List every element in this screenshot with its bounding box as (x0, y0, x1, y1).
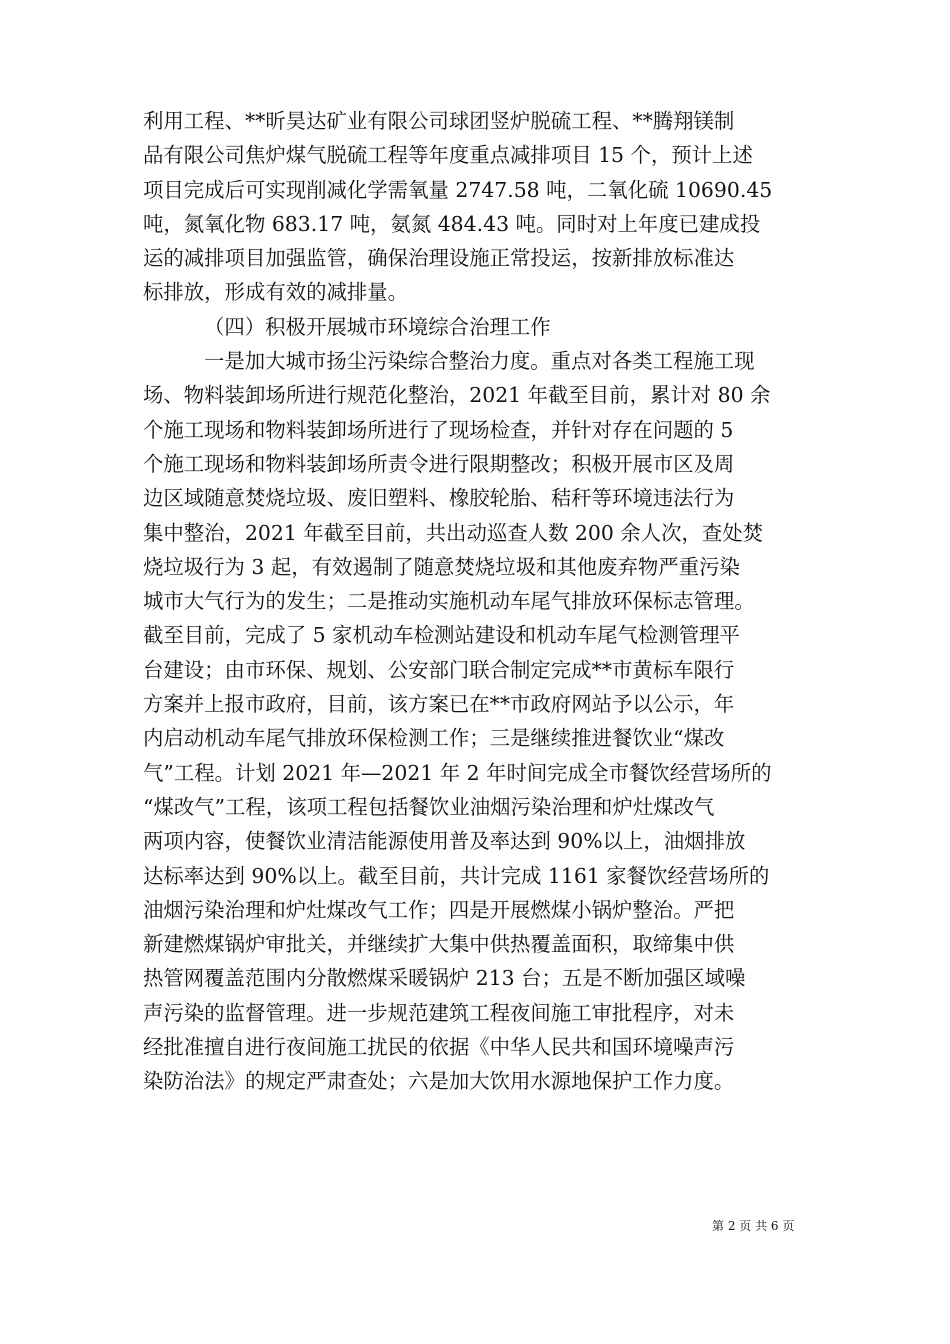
text-line: 方案并上报市政府，目前，该方案已在**市政府网站予以公示，年 (143, 692, 735, 717)
text-line: 两项内容，使餐饮业清洁能源使用普及率达到 90%以上，油烟排放 (143, 829, 746, 854)
text-line: 声污染的监督管理。进一步规范建筑工程夜间施工审批程序，对未 (143, 1000, 735, 1025)
body-text (143, 104, 808, 1099)
text-line: 品有限公司焦炉煤气脱硫工程等年度重点减排项目 15 个，预计上述 (143, 143, 753, 168)
text-line: 达标率达到 90%以上。截至目前，共计完成 1161 家餐饮经营场所的 (143, 863, 770, 888)
text-line: 城市大气行为的发生；二是推动实施机动车尾气排放环保标志管理。 (143, 589, 755, 614)
text-line: 油烟污染治理和炉灶煤改气工作；四是开展燃煤小锅炉整治。严把 (143, 897, 735, 922)
text-line: 染防治法》的规定严肃查处；六是加大饮用水源地保护工作力度。 (143, 1069, 735, 1094)
text-line: 运的减排项目加强监管，确保治理设施正常投运，按新排放标准达 (143, 246, 735, 271)
text-line: 截至目前，完成了 5 家机动车检测站建设和机动车尾气检测管理平 (143, 623, 740, 648)
text-line: 边区域随意焚烧垃圾、废旧塑料、橡胶轮胎、秸秆等环境违法行为 (143, 486, 735, 511)
text-line: 气”工程。计划 2021 年—2021 年 2 年时间完成全市餐饮经营场所的 (143, 760, 772, 785)
page-number: 第 2 页 共 6 页 (712, 1219, 795, 1233)
text-line: 场、物料装卸场所进行规范化整治，2021 年截至目前，累计对 80 余 (143, 383, 771, 408)
text-line: 个施工现场和物料装卸场所进行了现场检查，并针对存在问题的 5 (143, 417, 734, 442)
text-line: 烧垃圾行为 3 起，有效遏制了随意焚烧垃圾和其他废弃物严重污染 (143, 554, 740, 579)
paragraph-first-line: 一是加大城市扬尘污染综合整治力度。重点对各类工程施工现 (204, 349, 755, 374)
text-line: 内启动机动车尾气排放环保检测工作；三是继续推进餐饮业“煤改 (143, 726, 725, 751)
text-line: “煤改气”工程，该项工程包括餐饮业油烟污染治理和炉灶煤改气 (143, 794, 715, 819)
text-line: 经批准擅自进行夜间施工扰民的依据《中华人民共和国环境噪声污 (143, 1035, 735, 1060)
text-line: 标排放，形成有效的减排量。 (143, 280, 409, 305)
text-line: 吨，氮氧化物 683.17 吨，氨氮 484.43 吨。同时对上年度已建成投 (143, 211, 761, 236)
text-line: 项目完成后可实现削减化学需氧量 2747.58 吨，二氧化硫 10690.45 (143, 177, 773, 202)
text-line: 热管网覆盖范围内分散燃煤采暖锅炉 213 台；五是不断加强区域噪 (143, 966, 746, 991)
text-line: 个施工现场和物料装卸场所责令进行限期整改；积极开展市区及周 (143, 451, 735, 476)
text-line: 新建燃煤锅炉审批关，并继续扩大集中供热覆盖面积，取缔集中供 (143, 932, 735, 957)
text-line: 集中整治，2021 年截至目前，共出动巡查人数 200 余人次，查处焚 (143, 520, 764, 545)
text-line: 利用工程、**昕昊达矿业有限公司球团竖炉脱硫工程、**腾翔镁制 (143, 109, 735, 133)
text-line: 台建设；由市环保、规划、公安部门联合制定完成**市黄标车限行 (143, 657, 735, 682)
section-heading: （四）积极开展城市环境综合治理工作 (204, 314, 551, 339)
